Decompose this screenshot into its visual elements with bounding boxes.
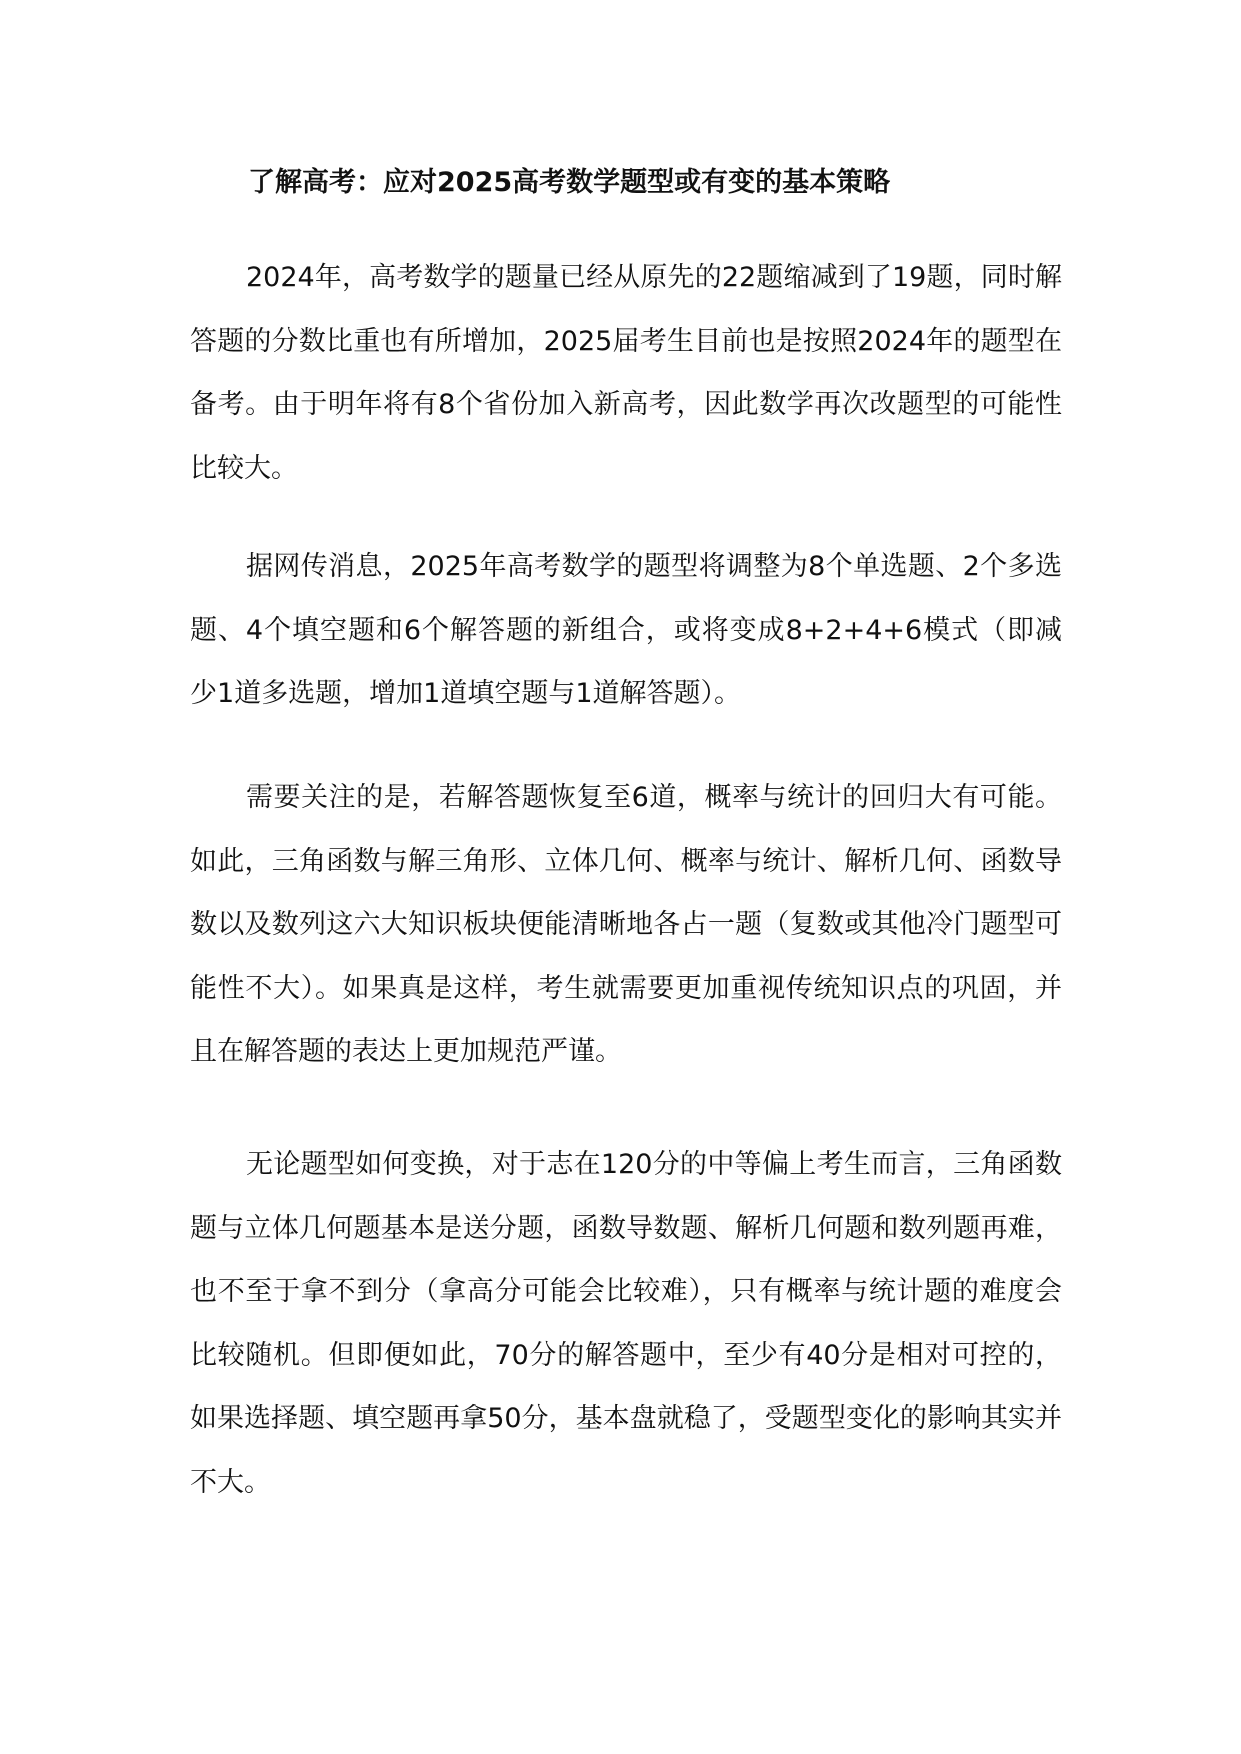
document-title: 了解高考：应对2025高考数学题型或有变的基本策略 (248, 167, 891, 198)
paragraph-knowledge-modules: 需要关注的是，若解答题恢复至6道，概率与统计的回归大有可能。如此，三角函数与解三角形、立体几何、概率与统计、解析几何、函数导数以及数列这六大知识板块便能清晰地各占一题（复数或其他冷门题型可能性不大）。如果真是这样，考生就需要更加重视传统知识点的巩固，并且在解答题的表达上更加规范严谨。 (190, 782, 1062, 1067)
paragraph-new-format: 据网传消息，2025年高考数学的题型将调整为8个单选题、2个多选题、4个填空题和6个解答题的新组合，或将变成8+2+4+6模式（即减少1道多选题，增加1道填空题与1道解答题）。 (190, 551, 1062, 709)
paragraph-strategy: 无论题型如何变换，对于志在120分的中等偏上考生而言，三角函数题与立体几何题基本是送分题，函数导数题、解析几何题和数列题再难，也不至于拿不到分（拿高分可能会比较难），只有概率与统计题的难度会比较随机。但即便如此，70分的解答题中，至少有40分是相对可控的，如果选择题、填空题再拿50分，基本盘就稳了，受题型变化的影响其实并不大。 (190, 1149, 1062, 1498)
paragraph-question-count: 2024年，高考数学的题量已经从原先的22题缩减到了19题，同时解答题的分数比重也有所增加，2025届考生目前也是按照2024年的题型在备考。由于明年将有8个省份加入新高考，因此数学再次改题型的可能性比较大。 (190, 262, 1062, 484)
